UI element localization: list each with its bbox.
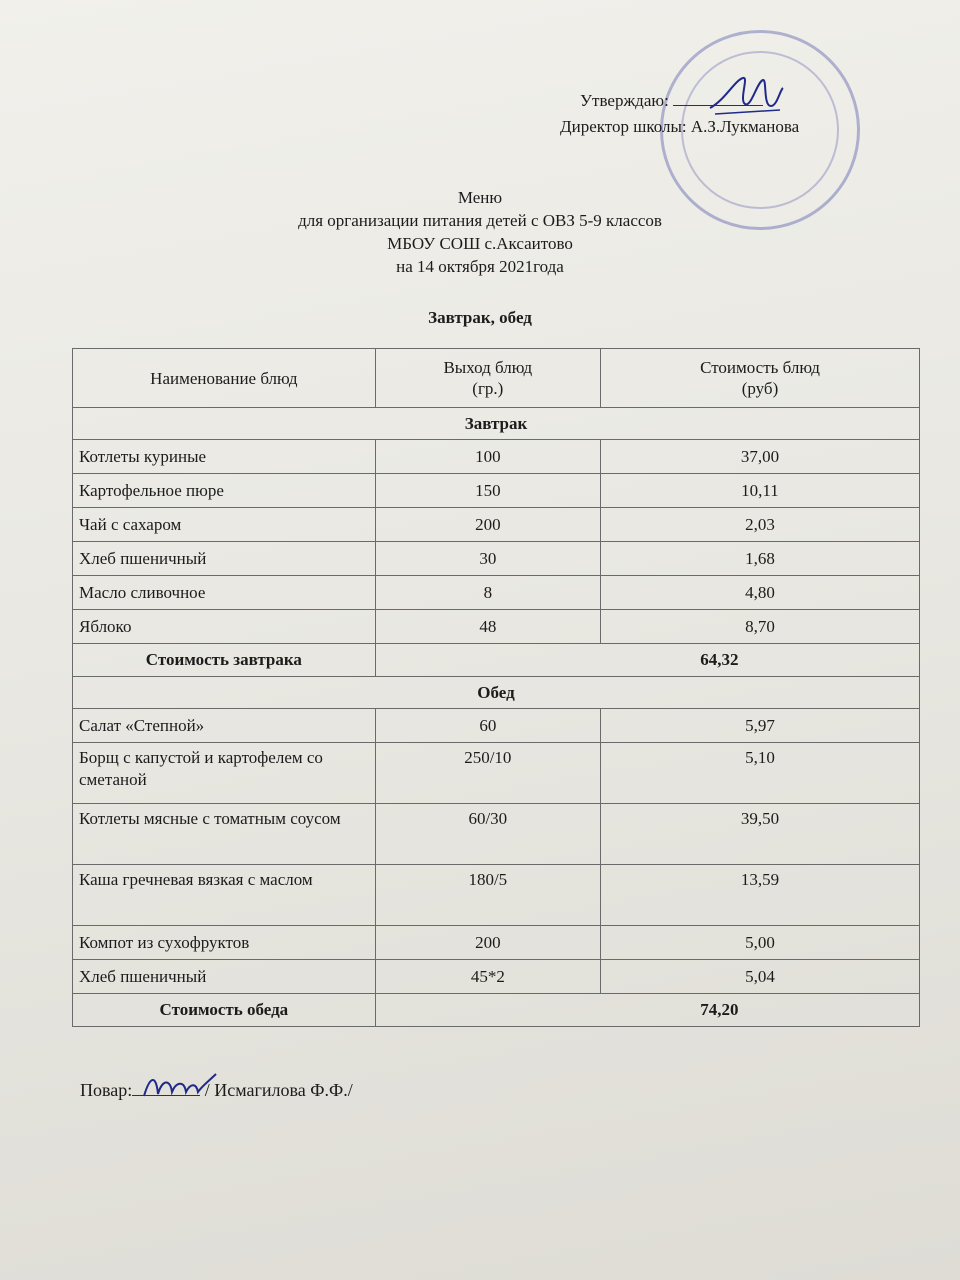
- approve-label: Утверждаю:: [580, 91, 669, 110]
- dish-yield: 180/5: [375, 865, 600, 926]
- dish-cost: 8,70: [600, 610, 919, 644]
- title-line-4: на 14 октября 2021года: [396, 257, 564, 276]
- header-cost-line1: Стоимость блюд: [700, 358, 820, 377]
- header-yield-line1: Выход блюд: [443, 358, 533, 377]
- header-dish-name: Наименование блюд: [73, 349, 376, 408]
- dish-name: Яблоко: [73, 610, 376, 644]
- dish-yield: 200: [375, 508, 600, 542]
- dish-yield: 250/10: [375, 743, 600, 804]
- total-value: 74,20: [375, 994, 919, 1027]
- dish-name: Салат «Степной»: [73, 709, 376, 743]
- dish-name: Компот из сухофруктов: [73, 926, 376, 960]
- dish-cost: 5,04: [600, 960, 919, 994]
- table-row: [73, 542, 920, 576]
- table-row: [73, 804, 920, 865]
- dish-name: Хлеб пшеничный: [73, 960, 376, 994]
- section-title: Обед: [73, 677, 920, 709]
- table-row: [73, 610, 920, 644]
- dish-yield: 60: [375, 709, 600, 743]
- header-yield: [375, 349, 600, 408]
- table-row: [73, 709, 920, 743]
- total-label: Стоимость обеда: [73, 994, 376, 1027]
- dish-cost: 1,68: [600, 542, 919, 576]
- header-cost-line2: (руб): [741, 379, 779, 398]
- document-title: [180, 186, 780, 278]
- section-breakfast: [73, 408, 920, 440]
- dish-name: Борщ с капустой и картофелем со сметаной: [73, 743, 376, 804]
- cook-label: Повар:: [80, 1080, 133, 1100]
- dish-name: Картофельное пюре: [73, 474, 376, 508]
- section-lunch: [73, 677, 920, 709]
- table-header-row: [73, 349, 920, 408]
- title-line-3: МБОУ СОШ с.Аксаитово: [387, 234, 573, 253]
- dish-name: Хлеб пшеничный: [73, 542, 376, 576]
- approve-signature-line: [673, 91, 763, 106]
- table-row: [73, 926, 920, 960]
- table-row: [73, 960, 920, 994]
- header-cost: [600, 349, 919, 408]
- dish-cost: 5,10: [600, 743, 919, 804]
- table-row: [73, 474, 920, 508]
- total-label: Стоимость завтрака: [73, 644, 376, 677]
- table-row: [73, 576, 920, 610]
- dish-name: Каша гречневая вязкая с маслом: [73, 865, 376, 926]
- dish-name: Котлеты мясные с томатным соусом: [73, 804, 376, 865]
- table-row: [73, 440, 920, 474]
- title-line-1: Меню: [457, 188, 503, 207]
- title-line-2: для организации питания детей с ОВЗ 5-9 классов: [298, 211, 662, 230]
- dish-name: Масло сливочное: [73, 576, 376, 610]
- breakfast-total-row: [73, 644, 920, 677]
- dish-name: Котлеты куриные: [73, 440, 376, 474]
- dish-cost: 5,97: [600, 709, 919, 743]
- menu-table: [72, 348, 920, 1027]
- dish-yield: 150: [375, 474, 600, 508]
- dish-name: Чай с сахаром: [73, 508, 376, 542]
- cook-signature-line: [132, 1081, 200, 1096]
- dish-cost: 5,00: [600, 926, 919, 960]
- dish-yield: 48: [375, 610, 600, 644]
- cook-name: / Исмагилова Ф.Ф./: [204, 1080, 353, 1100]
- lunch-total-row: [73, 994, 920, 1027]
- header-yield-line2: (гр.): [472, 379, 504, 398]
- dish-yield: 200: [375, 926, 600, 960]
- table-row: [73, 865, 920, 926]
- dish-cost: 4,80: [600, 576, 919, 610]
- dish-yield: 30: [375, 542, 600, 576]
- dish-yield: 60/30: [375, 804, 600, 865]
- table-row: [73, 508, 920, 542]
- dish-yield: 8: [375, 576, 600, 610]
- approval-block: [560, 88, 880, 140]
- dish-cost: 2,03: [600, 508, 919, 542]
- dish-yield: 100: [375, 440, 600, 474]
- menu-subtitle: Завтрак, обед: [428, 308, 532, 327]
- dish-cost: 39,50: [600, 804, 919, 865]
- cook-line: [80, 1080, 353, 1101]
- dish-cost: 10,11: [600, 474, 919, 508]
- dish-yield: 45*2: [375, 960, 600, 994]
- section-title: Завтрак: [73, 408, 920, 440]
- dish-cost: 37,00: [600, 440, 919, 474]
- table-row: [73, 743, 920, 804]
- director-position: Директор школы: А.З.Лукманова: [560, 117, 800, 136]
- total-value: 64,32: [375, 644, 919, 677]
- dish-cost: 13,59: [600, 865, 919, 926]
- approve-line: [580, 88, 880, 114]
